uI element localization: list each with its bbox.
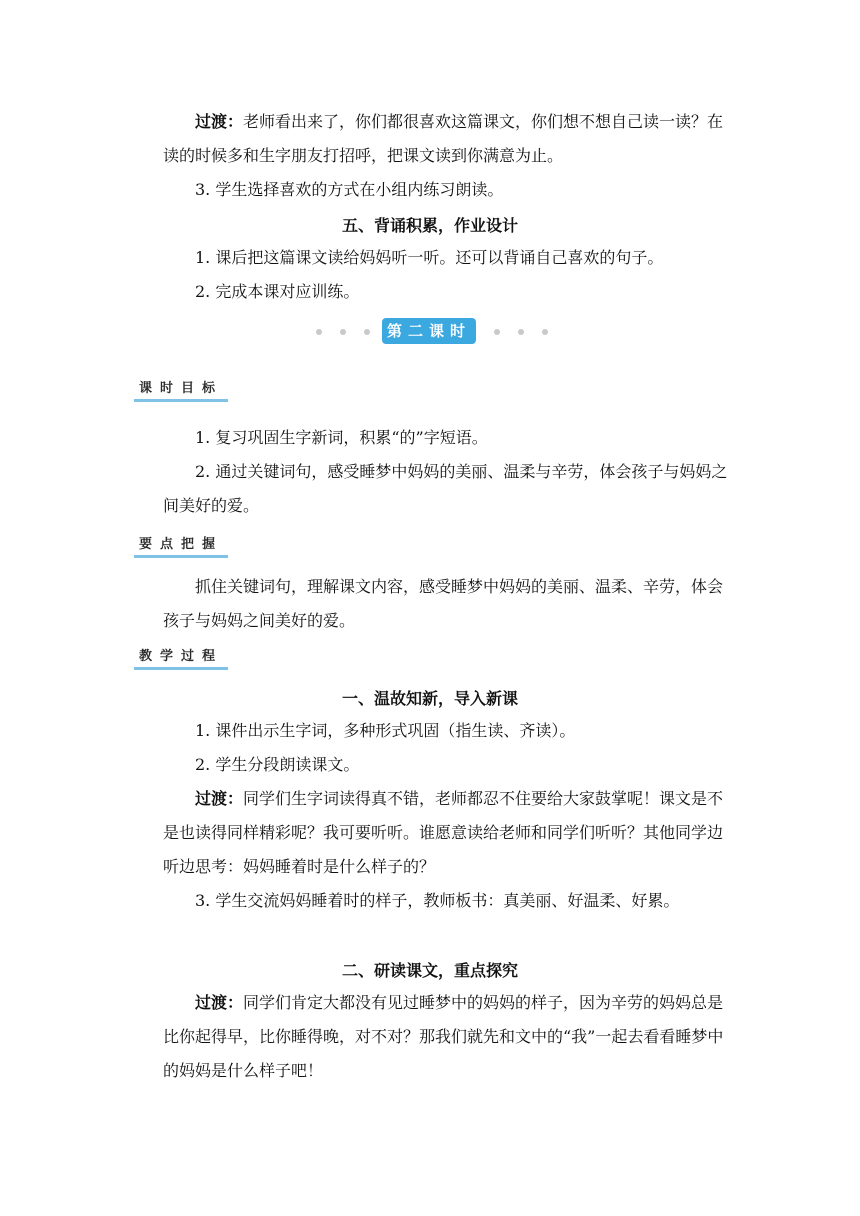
process-tag-label: 教学过程: [138, 649, 223, 664]
key-points-tag: [134, 536, 228, 558]
transition-text: 同学们肯定大都没有见过睡梦中的妈妈的样子，因为辛劳的妈妈总是比你起得早，比你睡得晚，对不对？那我们就先和文中的“我”一起去看看睡梦中的妈妈是什么样子吧！: [163, 993, 724, 1080]
key-points-tag-label: 要点把握: [138, 537, 223, 552]
lesson-banner: [300, 318, 560, 346]
process-tag: [134, 648, 228, 670]
goals-tag-underline: [134, 399, 228, 402]
section-2-heading: 二、研读课文，重点探究: [341, 961, 518, 980]
homework-item-1: 1. 课后把这篇课文读给妈妈听一听。还可以背诵自己喜欢的句子。: [195, 248, 664, 267]
section-1-step-3: 3. 学生交流妈妈睡着时的样子，教师板书：真美丽、好温柔、好累。: [195, 891, 680, 910]
transition-label: 过渡：: [195, 112, 244, 131]
goal-item-2: 2. 通过关键词句，感受睡梦中妈妈的美丽、温柔与辛劳，体会孩子与妈妈之间美好的爱。: [163, 462, 728, 515]
transition-label: 过渡：: [195, 993, 244, 1012]
banner-dot: [316, 329, 322, 335]
banner-dot: [494, 329, 500, 335]
section-1-step-2: 2. 学生分段朗读课文。: [195, 755, 360, 774]
transition-paragraph-2: [163, 782, 733, 884]
banner-dot: [542, 329, 548, 335]
homework-item-2: 2. 完成本课对应训练。: [195, 282, 360, 301]
banner-dot: [364, 329, 370, 335]
section-1-step-1: 1. 课件出示生字词，多种形式巩固（指生读、齐读）。: [195, 721, 576, 740]
transition-text: 老师看出来了，你们都很喜欢这篇课文，你们想不想自己读一读？在读的时候多和生字朋友打招呼，把课文读到你满意为止。: [163, 112, 724, 165]
key-points-tag-underline: [134, 555, 228, 558]
transition-paragraph-3: [163, 986, 733, 1088]
transition-label: 过渡：: [195, 789, 244, 808]
transition-paragraph-1: [163, 105, 733, 173]
banner-dot: [340, 329, 346, 335]
section-1-heading: 一、温故知新，导入新课: [341, 689, 518, 708]
section-5-heading: 五、背诵积累，作业设计: [341, 216, 518, 235]
transition-text: 同学们生字词读得真不错，老师都忍不住要给大家鼓掌呢！课文是不是也读得同样精彩呢？我可要听听。谁愿意读给老师和同学们听听？其他同学边听边思考：妈妈睡着时是什么样子的？: [163, 789, 724, 876]
goals-tag: [134, 380, 228, 402]
lesson-badge: 第二课时: [382, 318, 476, 344]
goal-item-1: 1. 复习巩固生字新词，积累“的”字短语。: [195, 428, 488, 447]
banner-dot: [518, 329, 524, 335]
goals-tag-label: 课时目标: [138, 381, 223, 396]
key-points-text: 抓住关键词句，理解课文内容，感受睡梦中妈妈的美丽、温柔、辛劳，体会孩子与妈妈之间美好的爱。: [163, 577, 724, 630]
process-tag-underline: [134, 667, 228, 670]
step-3-text: 3. 学生选择喜欢的方式在小组内练习朗读。: [195, 180, 504, 199]
